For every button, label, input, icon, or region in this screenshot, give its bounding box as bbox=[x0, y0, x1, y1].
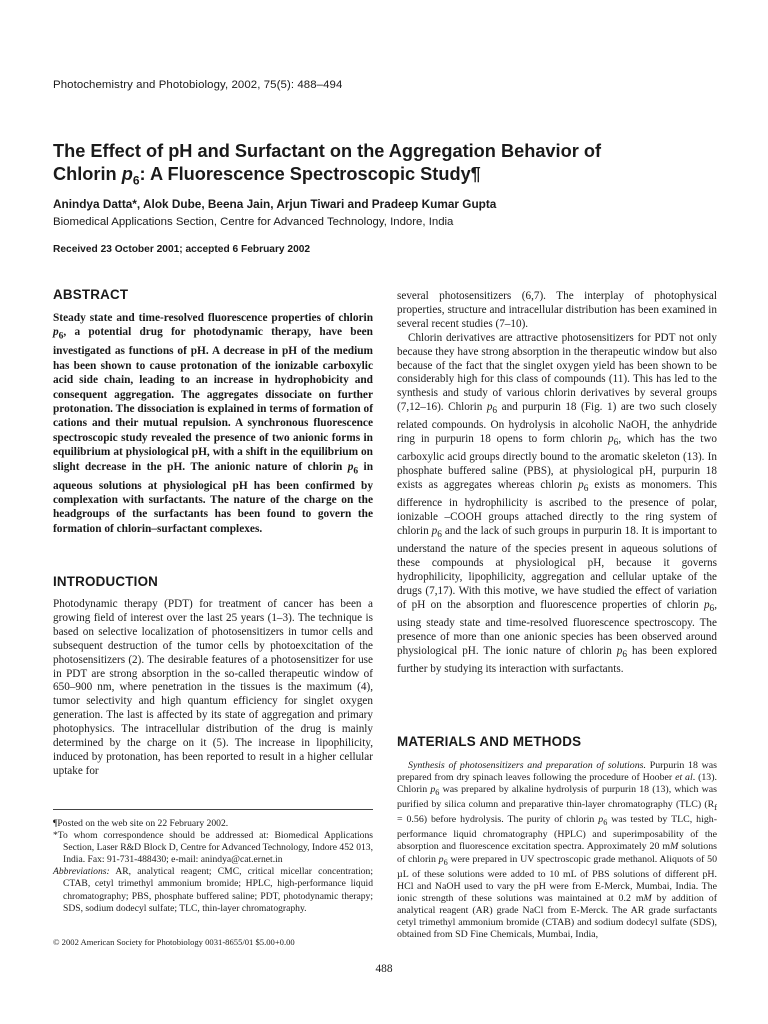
article-title bbox=[53, 140, 733, 192]
chem-subscript: 6 bbox=[353, 466, 359, 477]
paragraph-part: solutions of chlorin bbox=[397, 841, 718, 865]
methods-text bbox=[397, 760, 717, 941]
chem-subscript: 6 bbox=[492, 406, 498, 417]
abstract-heading: ABSTRACT bbox=[53, 287, 129, 302]
paragraph-part: Purpurin 18 was prepared from dry spinach leaves following the procedure of Hoober bbox=[397, 760, 717, 784]
chem-symbol: p bbox=[608, 433, 614, 446]
chem-subscript: 6 bbox=[709, 604, 715, 615]
chem-symbol: p bbox=[431, 525, 438, 538]
copyright-line: © 2002 American Society for Photobiology 0031-8655/01 $5.00+0.00 bbox=[53, 937, 295, 947]
title-line-1: The Effect of pH and Surfactant on the Aggregation Behavior of bbox=[53, 141, 602, 161]
chem-subscript: 6 bbox=[443, 857, 448, 867]
methods-paragraph bbox=[397, 760, 717, 941]
introduction-heading: INTRODUCTION bbox=[53, 574, 159, 589]
paragraph-part: , which has the two carboxylic acid groups directly bound to the aromatic skeleton (13). In phosphate buffered saline (PBS), at physiological pH, purpurin 18 exists as aggregates whereas chlorin bbox=[397, 433, 717, 492]
introduction-paragraph: Photodynamic therapy (PDT) for treatment of cancer has been a growing field of interest over the last 25 years (1–3). The technique is based on selective localization of photosensitizers in tumor cells and subsequent destruction of the tumor cells by photoexcitation of the photosensitizers (2). The desirable features of a photosensitizer for use in PDT are strong absorption in the so-called therapeutic window of 650–900 nm, where penetration in the tissues is the maximum (4), tumor selectivity and high quantum efficiency for singlet oxygen generation. The last is affected by its state of aggregation and primary photophysics. The intracellular distribution of the drug is mainly determined by the charge on it (5). The increase in lipophilicity, induced by protonation, has been reported to result in a higher cellular uptake for bbox=[53, 598, 373, 777]
chem-subscript: 6 bbox=[603, 818, 608, 828]
affiliation: Biomedical Applications Section, Centre for Advanced Technology, Indore, India bbox=[53, 216, 454, 228]
methods-subheading: Synthesis of photosensitizers and preparation of solutions. bbox=[408, 760, 646, 771]
unit-molar: M bbox=[670, 841, 679, 853]
chem-symbol: p bbox=[598, 814, 604, 826]
abstract-text bbox=[53, 311, 373, 536]
chem-symbol: p bbox=[347, 460, 354, 473]
paragraph-part: et al bbox=[675, 772, 693, 784]
received-dates: Received 23 October 2001; accepted 6 February 2002 bbox=[53, 244, 311, 255]
introduction-text bbox=[53, 598, 373, 779]
title-symbol-p: p bbox=[121, 163, 133, 184]
paragraph-part: , using steady state and time-resolved fluorescence spectroscopy. The presence of more than one anionic species has been observed around physiological pH. The ionic nature of chlorin bbox=[397, 598, 717, 657]
page-number: 488 bbox=[375, 963, 393, 975]
abstract-part: in aqueous solutions at physiological pH has been confirmed by complexation with surfactants. The nature of the charge on the headgroups of the surfactants has been found to govern the formation of chlorin–surfactant complexes. bbox=[53, 460, 373, 535]
footnote-posted: ¶Posted on the web site on 22 February 2002. bbox=[53, 818, 229, 829]
chem-subscript: 6 bbox=[613, 438, 619, 449]
abbreviations-text: AR, analytical reagent; CMC, critical micellar concentration; CTAB, cetyl trimethyl ammonium bromide; HPLC, high-performance liquid chromatography; PBS, phosphate buffered saline; PDT, photodynamic therapy; SDS, sodium dodecyl sulfate; TLC, thin-layer chromatography. bbox=[63, 866, 373, 914]
chem-subscript: 6 bbox=[583, 484, 589, 495]
paragraph-part: by addition of analytical reagent (AR) grade NaCl from E-Merck. The AR grade surfactants cetyl trimethyl ammonium bromide (CTAB) and sodium dodecyl sulfate (SDS), obtained from SD Fine Chemicals, Mumbai, India, bbox=[397, 892, 718, 941]
rf-subscript: f bbox=[714, 803, 717, 813]
chem-subscript: 6 bbox=[58, 331, 64, 342]
abstract-part: , a potential drug for photodynamic therapy, have been investigated as functions of pH. A decrease in pH of the medium has been shown to cause protonation of the ionizable carboxylic acid side chain, leading to an increase in hydrophobicity and consequent aggregation. The aggregates dissociate on further protonation. The dissociation is explained in terms of formation of cations and their mutual repulsion. A synchronous fluorescence spectroscopic study revealed the presence of two anionic forms in equilibrium at physiological pH, with a shift in the equilibrium on slight decrease in the pH. The anionic nature of chlorin bbox=[53, 326, 373, 473]
paragraph-part: and purpurin 18 (Fig. 1) are two such closely related compounds. On hydrolysis in alcoholic NaOH, the anhydride ring in purpurin 18 opens to form chlorin bbox=[397, 401, 717, 446]
footnotes bbox=[53, 818, 373, 915]
chem-subscript: 6 bbox=[435, 788, 440, 798]
right-paragraph-2 bbox=[397, 332, 717, 677]
chem-symbol: p bbox=[486, 401, 493, 414]
paragraph-part: = 0.56) before hydrolysis. The purity of chlorin bbox=[397, 814, 599, 826]
paragraph-part: exists as monomers. This difference in hydrophilicity is ascribed to the presence of polar, ionizable –COOH groups attached directly to the ring system of chlorin bbox=[397, 479, 717, 538]
right-paragraph-1: several photosensitizers (6,7). The interplay of photophysical properties, structure and intracellular distribution has been examined in several recent studies (7–10). bbox=[397, 290, 717, 330]
chem-symbol: p bbox=[578, 479, 584, 492]
paragraph-part: were prepared in UV spectroscopic grade methanol. Aliquots of 50 µL of these solutions were added to 10 mL of PBS solutions of different pH. HCl and NaOH used to vary the pH were from E-Merck, Mumbai, India. The ionic strength of these solutions was maintained at 0.2 m bbox=[397, 853, 718, 904]
abstract-part: Steady state and time-resolved fluorescence properties of chlorin bbox=[53, 312, 373, 324]
chem-symbol: p bbox=[438, 853, 444, 865]
chem-subscript: 6 bbox=[437, 530, 442, 541]
paragraph-part: Chlorin derivatives are attractive photosensitizers for PDT not only because they have strong absorption in the therapeutic window but also because of the fact that the singlet oxygen yield has been shown to be considerably high for this class of compounds (11). This has led to the synthesis and study of various chlorin derivatives by several groups (7,12–16). Chlorin bbox=[397, 331, 717, 414]
right-column-text bbox=[397, 290, 717, 677]
footnote-correspondence: *To whom correspondence should be addressed at: Biomedical Applications Section, Laser R&D Block D, Centre for Advanced Technology, Indore 452 013, India. Fax: 91-731-488430; e-mail: anindya@cat.ernet.in bbox=[53, 830, 373, 866]
paragraph-part: . (13). Chlorin bbox=[397, 772, 717, 796]
chem-symbol: p bbox=[616, 644, 623, 657]
author-list: Anindya Datta*, Alok Dube, Beena Jain, Arjun Tiwari and Pradeep Kumar Gupta bbox=[53, 197, 497, 211]
title-symbol-sub: 6 bbox=[132, 173, 140, 188]
unit-molar: M bbox=[643, 892, 652, 904]
journal-citation: Photochemistry and Photobiology, 2002, 75(5): 488–494 bbox=[53, 79, 343, 91]
title-line-2-pre: Chlorin bbox=[53, 163, 122, 184]
paragraph-part: and the lack of such groups in purpurin 18. It is important to understand the nature of the species present in aqueous solutions of these compounds at physiological pH, because it governs hydrophilicity, lipophilicity, aggregation and cellular uptake of the drugs (7,17). With this motive, we have studied the effect of variation of pH on the absorption and fluorescence properties of chlorin bbox=[397, 525, 717, 611]
title-line-2-post: : A Fluorescence Spectroscopic Study¶ bbox=[139, 163, 481, 184]
chem-symbol: p bbox=[53, 326, 59, 339]
chem-symbol: p bbox=[430, 784, 436, 796]
methods-heading: MATERIALS AND METHODS bbox=[397, 734, 582, 749]
footnote-divider bbox=[53, 809, 373, 810]
chem-symbol: p bbox=[703, 598, 710, 611]
abbreviations-label: Abbreviations: bbox=[53, 866, 110, 878]
paragraph-part: has been explored further by studying its interaction with surfactants. bbox=[397, 644, 718, 676]
paragraph-part: was tested by TLC, high-performance liquid chromatography (HPLC) and superimposability of the absorption and fluorescence excitation spectra. Approximately 20 m bbox=[397, 814, 717, 853]
footnote-abbreviations bbox=[53, 866, 373, 914]
paragraph-part: was prepared by alkaline hydrolysis of purpurin 18 (13), which was purified by silica column and preparative thin-layer chromatography (TLC) (R bbox=[397, 784, 717, 811]
chem-subscript: 6 bbox=[622, 650, 628, 661]
